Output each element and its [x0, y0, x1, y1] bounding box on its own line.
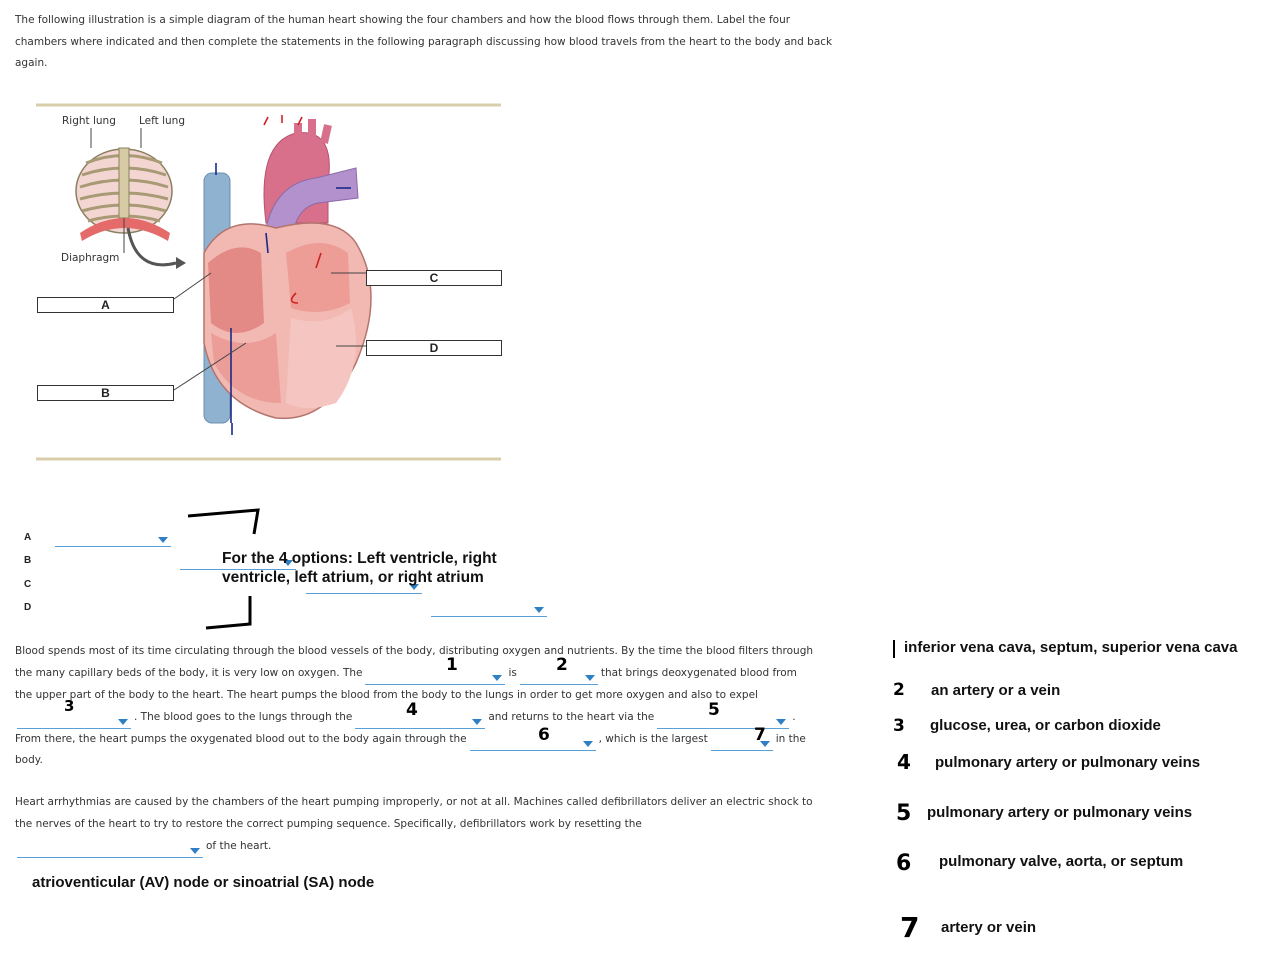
- select-letter-b: B: [24, 555, 32, 566]
- para1-text: that brings deoxygenated blood from: [600, 667, 797, 679]
- chevron-down-icon: [534, 607, 544, 613]
- blank-4-select[interactable]: [355, 713, 485, 729]
- para1-text: . The blood goes to the lungs through the: [134, 711, 353, 723]
- handwritten-1: 1: [446, 655, 458, 675]
- para2-line1: Heart arrhythmias are caused by the chambers of the heart pumping improperly, or not at all. Machines called defibrillators deliver an electric shock to: [15, 796, 813, 808]
- label-left-lung: Left lung: [139, 115, 185, 127]
- chevron-down-icon: [472, 719, 482, 725]
- label-box-d[interactable]: D: [366, 340, 502, 356]
- blank-3-select[interactable]: [17, 713, 131, 729]
- label-right-lung: Right lung: [62, 115, 116, 127]
- blank-node-select[interactable]: [17, 842, 203, 858]
- chevron-down-icon: [492, 675, 502, 681]
- option-num-3: 3: [893, 716, 905, 736]
- para1-text: and returns to the heart via the: [488, 711, 655, 723]
- chamber-select-a[interactable]: [55, 531, 171, 547]
- select-letter-c: C: [24, 579, 32, 590]
- chevron-down-icon: [158, 537, 168, 543]
- para1-text: .: [792, 711, 796, 723]
- handwritten-2: 2: [556, 655, 568, 675]
- option-6: pulmonary valve, aorta, or septum: [939, 853, 1184, 870]
- option-num-2: 2: [893, 680, 905, 700]
- chamber-options-note: For the 4 options: Left ventricle, right ventricle, left atrium, or right atrium: [222, 550, 497, 586]
- chamber-select-d[interactable]: [431, 601, 547, 617]
- option-3: glucose, urea, or carbon dioxide: [930, 717, 1161, 734]
- blank-1-select[interactable]: [365, 669, 505, 685]
- para2-text: of the heart.: [206, 840, 272, 852]
- para1-text: From there, the heart pumps the oxygenated blood out to the body again through the: [15, 733, 467, 745]
- option-bar-icon: [893, 640, 895, 658]
- chevron-down-icon: [583, 741, 593, 747]
- para1-text: in the: [775, 733, 806, 745]
- handwritten-6: 6: [538, 725, 550, 745]
- chevron-down-icon: [585, 675, 595, 681]
- option-num-4: 4: [897, 750, 911, 774]
- select-letter-a: A: [24, 532, 32, 543]
- para2-line2: the nerves of the heart to try to restore the correct pumping sequence. Specifically, defibrillators work by resetting the: [15, 818, 642, 830]
- chevron-down-icon: [776, 719, 786, 725]
- av-node-note: atrioventicular (AV) node or sinoatrial (SA) node: [32, 874, 375, 891]
- handwritten-3: 3: [64, 697, 75, 715]
- label-diaphragm: Diaphragm: [61, 252, 120, 264]
- option-4: pulmonary artery or pulmonary veins: [935, 754, 1201, 771]
- para1-line5: [15, 729, 806, 751]
- option-2: an artery or a vein: [931, 682, 1061, 699]
- intro-text: The following illustration is a simple diagram of the human heart showing the four chambers and how the blood flows through them. Label the four chambers where indicated and then complete the statements in the following paragraph discussing how blood travels from the heart to the body and back again.: [15, 14, 833, 69]
- para1-text: the many capillary beds of the body, it is very low on oxygen. The: [15, 667, 363, 679]
- blank-6-select[interactable]: [470, 735, 596, 751]
- para1-text: is: [508, 667, 517, 679]
- handwritten-5: 5: [708, 700, 720, 720]
- para1-line2: [15, 663, 797, 685]
- select-letter-d: D: [24, 602, 32, 613]
- label-box-b[interactable]: B: [37, 385, 174, 401]
- para1-text: , which is the largest: [598, 733, 708, 745]
- para1-line6: body.: [15, 754, 43, 766]
- chevron-down-icon: [190, 848, 200, 854]
- label-box-c[interactable]: C: [366, 270, 502, 286]
- option-num-7: 7: [900, 911, 920, 944]
- option-1: inferior vena cava, septum, superior vena cava: [904, 639, 1238, 656]
- blank-5-select[interactable]: [657, 713, 789, 729]
- para2-line3: [15, 836, 271, 858]
- chevron-down-icon: [118, 719, 128, 725]
- handwritten-7: 7: [754, 725, 766, 745]
- para1-line3: the upper part of the body to the heart. The heart pumps the blood from the body to the lungs in order to get more oxygen and also to expel: [15, 689, 758, 701]
- option-7: artery or vein: [941, 919, 1037, 936]
- option-num-5: 5: [896, 801, 912, 826]
- label-box-a[interactable]: A: [37, 297, 174, 313]
- option-5: pulmonary artery or pulmonary veins: [927, 804, 1193, 821]
- para1-line1: Blood spends most of its time circulating through the blood vessels of the body, distributing oxygen and nutrients. By the time the blood filters through: [15, 645, 814, 657]
- option-num-6: 6: [896, 851, 912, 876]
- handwritten-4: 4: [406, 700, 418, 720]
